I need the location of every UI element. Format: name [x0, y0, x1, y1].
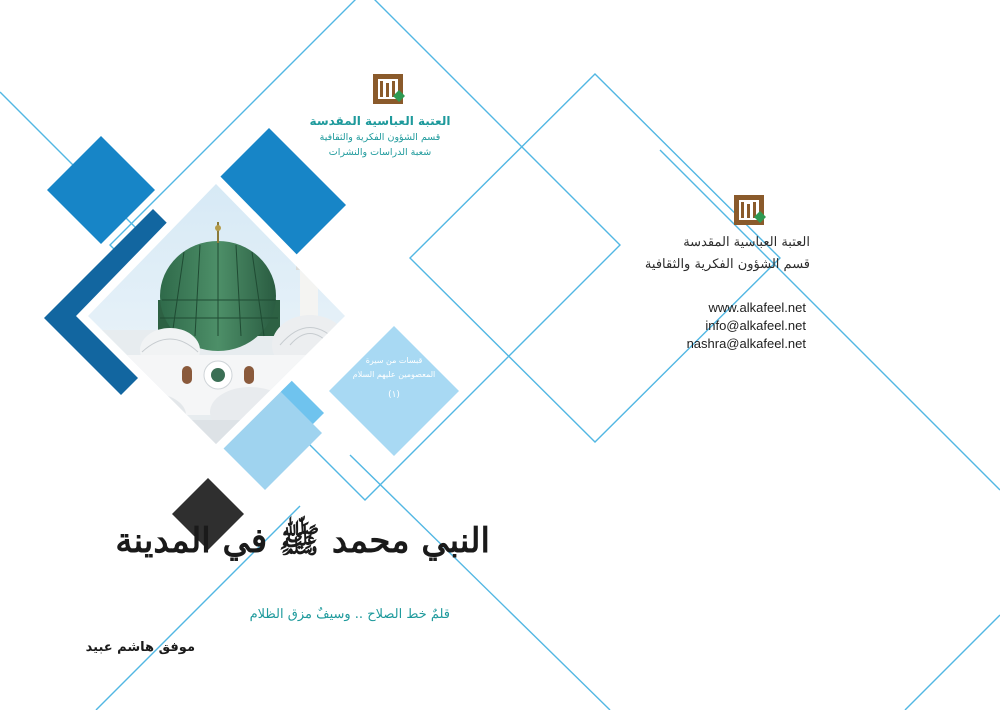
back-logo-icon [734, 195, 766, 225]
bottom-right-line [905, 615, 1000, 710]
series-line-2: المعصومين عليهم السلام [352, 370, 436, 379]
front-logo-icon [373, 74, 405, 104]
author-name: موفق هاشم عبيد [85, 640, 195, 655]
back-org-name: العتبة العباسية المقدسة [683, 235, 810, 250]
nashra-email[interactable]: nashra@alkafeel.net [686, 336, 806, 351]
org-name: العتبة العباسية المقدسة [309, 114, 451, 128]
info-email[interactable]: info@alkafeel.net [705, 318, 806, 333]
back-org-header [640, 232, 810, 276]
back-org-department: قسم الشؤون الفكرية والثقافية [644, 257, 810, 272]
book-title: النبي محمد ﷺ في المدينة [115, 521, 490, 561]
series-label [342, 354, 446, 402]
org-unit: شعبة الدراسات والنشرات [328, 147, 432, 158]
website-link[interactable]: www.alkafeel.net [708, 300, 806, 315]
org-department: قسم الشؤون الفكرية والثقافية [319, 132, 441, 143]
book-subtitle: قلمٌ خط الصلاح .. وسيفٌ مزق الظلام [249, 607, 450, 622]
series-line-1: قبسات من سيرة [365, 356, 423, 365]
front-org-header [280, 112, 480, 160]
lower-center-line [350, 455, 610, 710]
series-number: (١) [388, 390, 400, 400]
